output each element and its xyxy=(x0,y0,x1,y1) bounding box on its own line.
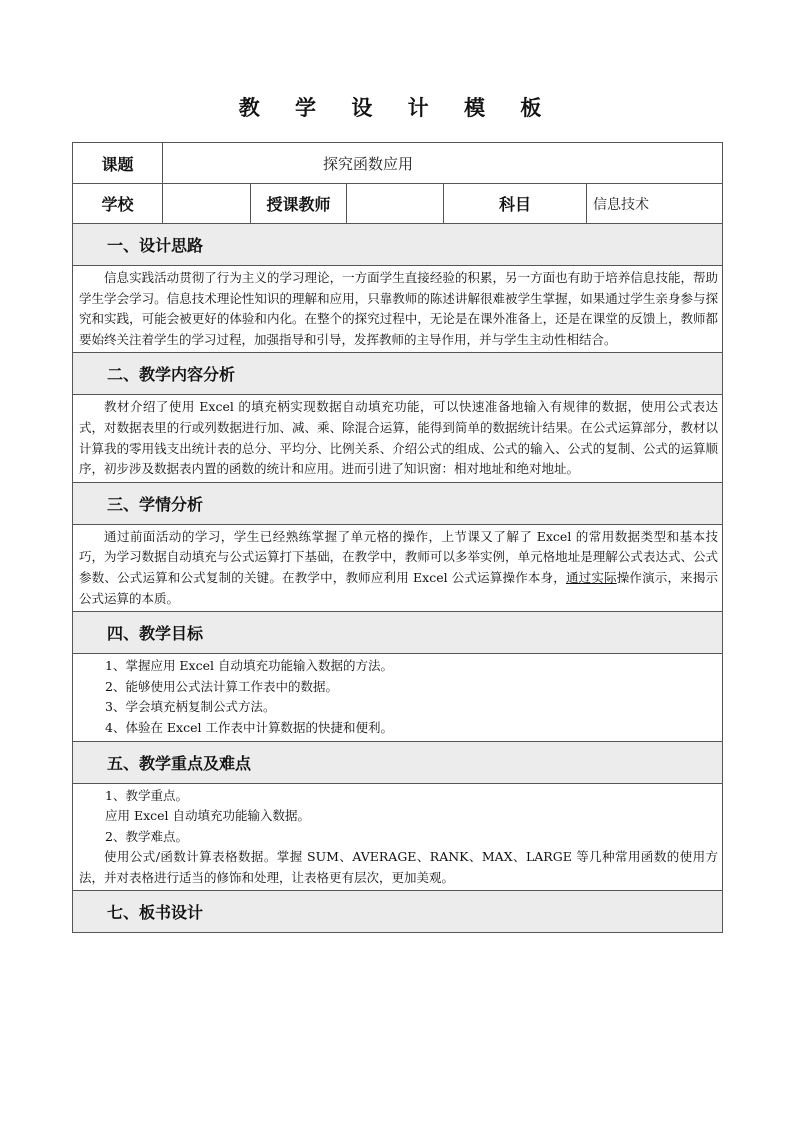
section-goals-body xyxy=(73,654,723,741)
section-goals-body-row xyxy=(73,654,723,741)
key-point-text: 应用 Excel 自动填充功能输入数据。 xyxy=(105,808,311,824)
goal-item: 1、掌握应用 Excel 自动填充功能输入数据的方法。 xyxy=(105,658,393,674)
document-title: 教 学 设 计 模 板 xyxy=(238,96,556,120)
section-learners-body xyxy=(73,524,723,611)
section-design-heading: 一、设计思路 xyxy=(73,224,723,266)
info-row xyxy=(73,184,723,224)
content-paragraph: 教材介绍了使用 Excel 的填充柄实现数据自动填充功能，可以快速准备地输入有规律的数据，使用公式表达式，对数据表里的行或列数据进行加、减、乘、除混合运算，能得到简单的数据统计结果。在公式运算部分，教材以计算我的零用钱支出统计表的总分、平均分、比例关系、介绍公式的组成、公式的输入、公式的复制、公式的运算顺序，初步涉及数据表内置的函数的统计和应用。进而引进了知识窗：相对地址和绝对地址。 xyxy=(79,399,719,477)
topic-row xyxy=(73,143,723,184)
goal-item: 2、能够使用公式法计算工作表中的数据。 xyxy=(105,678,338,694)
section-design-header-row xyxy=(73,224,723,266)
section-keypoints-body xyxy=(73,783,723,891)
section-goals-header-row xyxy=(73,612,723,654)
section-design-body xyxy=(73,266,723,353)
difficulty-label: 2、教学难点。 xyxy=(105,828,188,844)
subject-value: 信息技术 xyxy=(587,184,723,224)
section-keypoints-body-row xyxy=(73,783,723,891)
section-content-body-row xyxy=(73,395,723,482)
design-paragraph: 信息实践活动贯彻了行为主义的学习理论，一方面学生直接经验的积累，另一方面也有助于培养信息技能，帮助学生学会学习。信息技术理论性知识的理解和应用，只靠教师的陈述讲解很难被学生掌握，如果通过学生亲身参与探究和实践，可能会被更好的体验和内化。在整个的探究过程中，无论是在课外准备上，还是在课堂的反馈上，教师都要始终关注着学生的学习过程，加强指导和引导，发挥教师的主导作用，并与学生主动性相结合。 xyxy=(79,270,719,347)
subject-label: 科目 xyxy=(444,184,587,224)
section-design-body-row xyxy=(73,266,723,353)
difficulty-text: 使用公式/函数计算表格数据。掌握 SUM、AVERAGE、RANK、MAX、LARGE 等几种常用函数的使用方法，并对表格进行适当的修饰和处理，让表格更有层次，更加美观。 xyxy=(79,849,719,885)
school-value xyxy=(163,184,251,224)
learners-paragraph xyxy=(79,527,718,609)
teacher-label: 授课教师 xyxy=(251,184,347,224)
section-board-heading: 七、板书设计 xyxy=(73,891,723,933)
section-keypoints-header-row xyxy=(73,741,723,783)
section-content-heading: 二、教学内容分析 xyxy=(73,353,723,395)
learners-text-underlined: 通过实际 xyxy=(565,569,617,585)
section-board-header-row xyxy=(73,891,723,933)
lesson-plan-table xyxy=(72,142,723,933)
section-content-header-row xyxy=(73,353,723,395)
topic-label: 课题 xyxy=(73,143,163,184)
goal-item: 3、学会填充柄复制公式方法。 xyxy=(105,699,276,715)
section-learners-header-row xyxy=(73,482,723,524)
section-goals-heading: 四、教学目标 xyxy=(73,612,723,654)
section-learners-heading: 三、学情分析 xyxy=(73,482,723,524)
section-content-body xyxy=(73,395,723,482)
topic-value: 探究函数应用 xyxy=(163,143,723,184)
section-keypoints-heading: 五、教学重点及难点 xyxy=(73,741,723,783)
learners-text-after: 操作演示，来揭示公式运算的本质。 xyxy=(79,569,719,606)
key-point-label: 1、教学重点。 xyxy=(105,787,188,803)
section-learners-body-row xyxy=(73,524,723,611)
teacher-value xyxy=(347,184,444,224)
school-label: 学校 xyxy=(73,184,163,224)
goal-item: 4、体验在 Excel 工作表中计算数据的快捷和便利。 xyxy=(105,719,393,735)
learners-text-before: 通过前面活动的学习，学生已经熟练掌握了单元格的操作，上节课又了解了 Excel 的常用数据类型和基本技巧，为学习数据自动填充与公式运算打下基础，在教学中，教师可以多举实例，单元格地址是理解公式表达式、公式参数、公式运算和公式复制的关键。在教学中，教师应利用 Excel 公式运算操作本身， xyxy=(79,528,719,585)
